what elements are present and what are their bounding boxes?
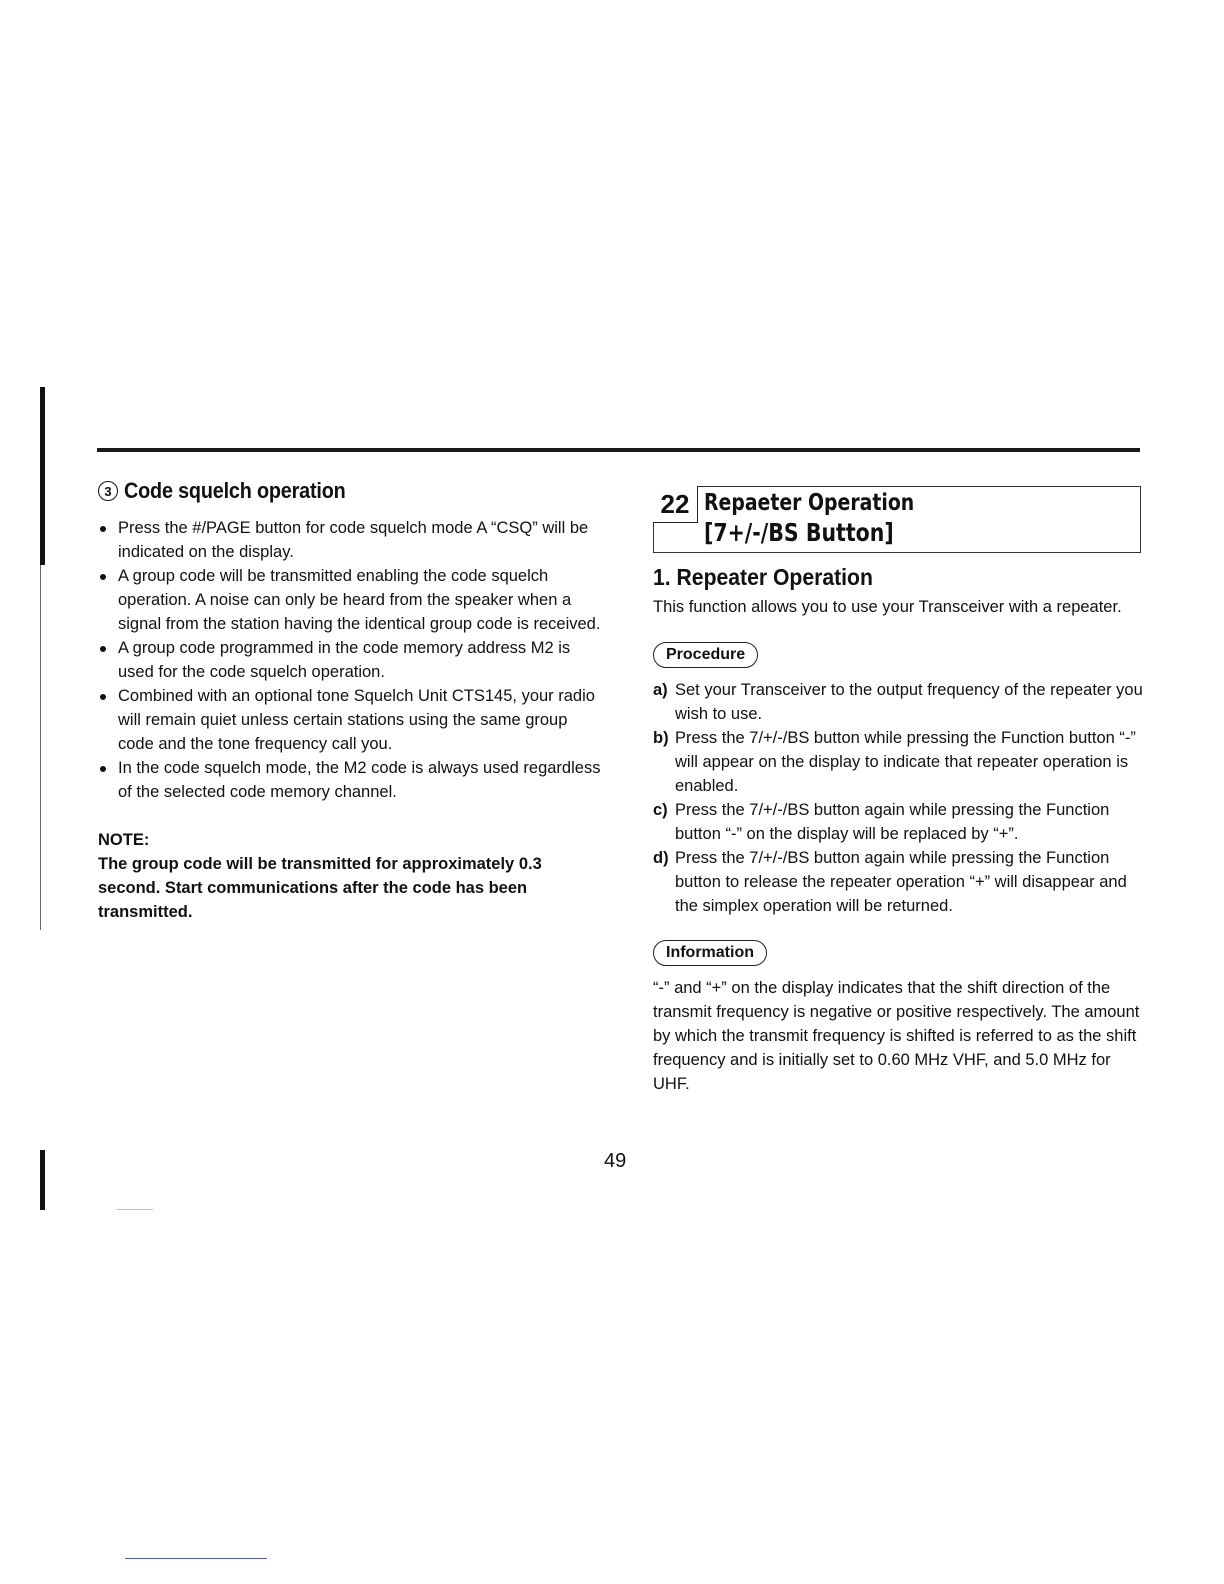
repeater-intro: This function allows you to use your Transceiver with a repeater. [653,598,1122,616]
note-label: NOTE: [98,831,150,849]
procedure-label: Procedure [653,642,758,668]
scan-edge-mark-upper [40,387,45,565]
note-block [98,828,603,924]
section-title [98,478,603,504]
bullet-icon [100,526,106,532]
scan-edge-mark-mid [40,565,41,930]
chapter-number: 22 [653,486,698,523]
left-column [98,478,603,924]
bullet-icon [100,694,106,700]
list-item: Press the #/PAGE button for code squelch mode A “CSQ” will be indicated on the display. [98,516,603,564]
list-item: d) Press the 7/+/-/BS button again while pressing the Function button to release the repeater operation “+” will disappear and the simplex operation will be returned. [653,849,1127,915]
repeater-heading: 1. Repeater Operation [653,564,873,590]
chapter-title-line1: Repaeter Operation [704,490,915,516]
faint-mark [117,1209,153,1210]
bullet-icon [100,766,106,772]
list-item: A group code will be transmitted enabling the code squelch operation. A noise can only be heard from the speaker when a signal from the station having the identical group code is received. [98,564,603,636]
page-number: 49 [604,1150,627,1172]
information-label: Information [653,940,767,966]
scan-edge-mark-lower [40,1150,45,1210]
chapter-title-line2: [7+/-/BS Button] [704,518,894,547]
right-column [653,486,1150,1096]
list-item: a) Set your Transceiver to the output frequency of the repeater you wish to use. [653,681,1143,723]
bullet-icon [100,646,106,652]
chapter-header [653,486,1150,552]
bullet-icon [100,574,106,580]
chapter-title [704,489,914,547]
list-item: c) Press the 7/+/-/BS button again while pressing the Function button “-” on the display will be replaced by “+”. [653,801,1110,843]
top-rule [97,448,1140,452]
note-text: The group code will be transmitted for approximately 0.3 second. Start communications after the code has been transmitted. [98,855,542,921]
section-title-text: Code squelch operation [124,478,346,503]
information-text: “-” and “+” on the display indicates that the shift direction of the transmit frequency is negative or positive respectively. The amount by which the transmit frequency is shifted is referred to as the shift frequency and is initially set to 0.60 MHz VHF, and 5.0 MHz for UHF. [653,979,1140,1093]
procedure-steps [653,678,1150,918]
list-item: b) Press the 7/+/-/BS button while pressing the Function button “-” will appear on the display to indicate that repeater operation is enabled. [653,729,1136,795]
bullet-list [98,516,603,804]
bottom-blue-line [125,1558,267,1559]
list-item: Combined with an optional tone Squelch Unit CTS145, your radio will remain quiet unless certain stations using the same group code and the tone frequency call you. [98,684,603,756]
list-item: In the code squelch mode, the M2 code is always used regardless of the selected code memory channel. [98,756,603,804]
circled-number: 3 [98,481,118,501]
list-item: A group code programmed in the code memory address M2 is used for the code squelch operation. [98,636,603,684]
